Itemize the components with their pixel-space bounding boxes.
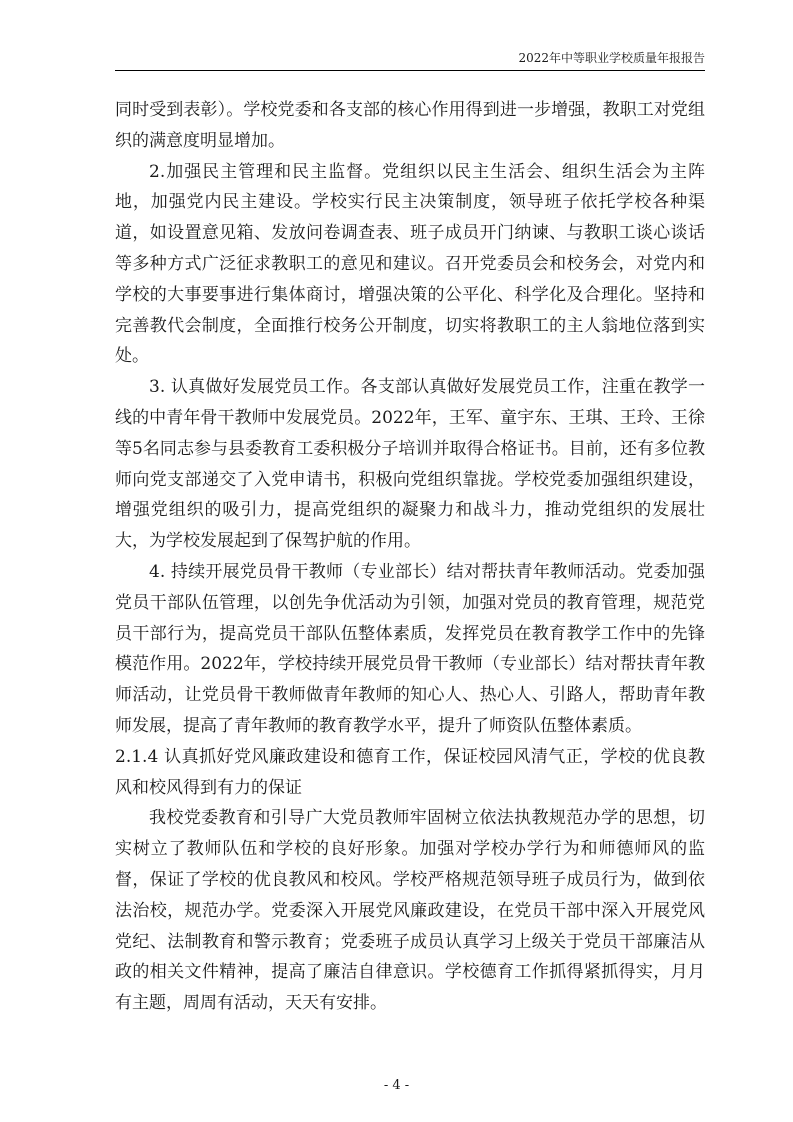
paragraph-party-member-development: 3. 认真做好发展党员工作。各支部认真做好发展党员工作，注重在教学一线的中青年骨干教师中发展党员。2022年，王军、童宇东、王琪、王玲、王徐等5名同志参与县委教育工委积极分子培训并取得合格证书。目前，还有多位教师向党支部递交了入党申请书，积极向党组织靠拢。学校党委加强组织建设，增强党组织的吸引力，提高党组织的凝聚力和战斗力，推动党组织的发展壮大，为学校发展起到了保驾护航的作用。 <box>115 377 705 552</box>
section-heading-2-1-4: 2.1.4 认真抓好党风廉政建设和德育工作，保证校园风清气正，学校的优良教风和校风得到有力的保证 <box>115 746 705 798</box>
page-number: - 4 - <box>383 1078 410 1093</box>
paragraph-mentoring-activity: 4. 持续开展党员骨干教师（专业部长）结对帮扶青年教师活动。党委加强党员干部队伍管理，以创先争优活动为引领，加强对党员的教育管理，规范党员干部行为，提高党员干部队伍整体素质，发挥党员在教育教学工作中的先锋模范作用。2022年，学校持续开展党员骨干教师（专业部长）结对帮扶青年教师活动，让党员骨干教师做青年教师的知心人、热心人、引路人，帮助青年教师发展，提高了青年教师的教育教学水平，提升了师资队伍整体素质。 <box>115 561 705 736</box>
paragraph-democratic-management: 2.加强民主管理和民主监督。党组织以民主生活会、组织生活会为主阵地，加强党内民主建设。学校实行民主决策制度，领导班子依托学校各种渠道，如设置意见箱、发放问卷调查表、班子成员开门纳谏、与教职工谈心谈话等多种方式广泛征求教职工的意见和建议。召开党委员会和校务会，对党内和学校的大事要事进行集体商讨，增强决策的公平化、科学化及合理化。坚持和完善教代会制度，全面推行校务公开制度，切实将教职工的主人翁地位落到实处。 <box>115 161 705 367</box>
paragraph-continuation: 同时受到表彰）。学校党委和各支部的核心作用得到进一步增强，教职工对党组织的满意度明显增加。 <box>115 100 705 151</box>
header-divider <box>115 70 705 71</box>
document-body <box>115 95 705 1019</box>
paragraph-integrity-moral-education: 我校党委教育和引导广大党员教师牢固树立依法执教规范办学的思想，切实树立了教师队伍和学校的良好形象。加强对学校办学行为和师德师风的监督，保证了学校的优良教风和校风。学校严格规范领导班子成员行为，做到依法治校，规范办学。党委深入开展党风廉政建设，在党员干部中深入开展党风党纪、法制教育和警示教育；党委班子成员认真学习上级关于党员干部廉洁从政的相关文件精神，提高了廉洁自律意识。学校德育工作抓得紧抓得实，月月有主题，周周有活动，天天有安排。 <box>115 808 705 1014</box>
running-header: 2022年中等职业学校质量年报报告 <box>518 51 705 65</box>
